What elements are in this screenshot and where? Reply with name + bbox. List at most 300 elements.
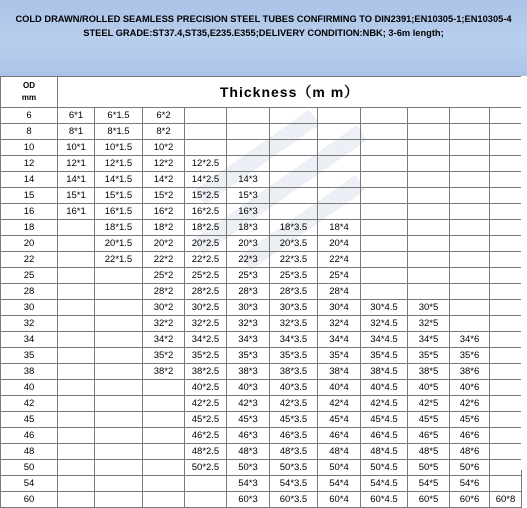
size-cell [143, 492, 185, 508]
size-cell [270, 140, 318, 156]
size-cell: 16*1 [58, 204, 95, 220]
size-cell [450, 124, 490, 140]
size-cell: 20*2.5 [185, 236, 227, 252]
size-cell: 46*4.5 [361, 428, 408, 444]
size-cell [450, 140, 490, 156]
size-cell [58, 476, 95, 492]
od-cell: 38 [1, 364, 58, 380]
size-cell: 38*4.5 [361, 364, 408, 380]
size-cell [361, 188, 408, 204]
size-cell [408, 284, 450, 300]
od-cell: 32 [1, 316, 58, 332]
size-cell: 38*3.5 [270, 364, 318, 380]
size-cell: 8*1 [58, 124, 95, 140]
size-cell: 34*6 [450, 332, 490, 348]
od-cell: 28 [1, 284, 58, 300]
od-cell: 6 [1, 108, 58, 124]
table-row [1, 348, 522, 364]
size-cell: 60*6 [450, 492, 490, 508]
size-cell: 32*4 [318, 316, 361, 332]
size-cell: 30*3.5 [270, 300, 318, 316]
size-cell [408, 156, 450, 172]
size-cell [58, 460, 95, 476]
size-cell: 54*4.5 [361, 476, 408, 492]
size-cell: 30*4.5 [361, 300, 408, 316]
size-cell: 18*2.5 [185, 220, 227, 236]
size-cell: 50*2.5 [185, 460, 227, 476]
od-cell: 22 [1, 252, 58, 268]
size-cell: 35*5 [408, 348, 450, 364]
size-cell [270, 108, 318, 124]
od-cell: 45 [1, 412, 58, 428]
size-cell: 16*3 [227, 204, 270, 220]
size-cell: 6*2 [143, 108, 185, 124]
size-cell: 8*1.5 [95, 124, 143, 140]
size-cell: 22*1.5 [95, 252, 143, 268]
size-cell: 38*2.5 [185, 364, 227, 380]
od-cell: 8 [1, 124, 58, 140]
size-cell: 60*4.5 [361, 492, 408, 508]
size-cell [408, 204, 450, 220]
size-cell: 34*5 [408, 332, 450, 348]
size-cell: 34*4 [318, 332, 361, 348]
table-row [1, 316, 522, 332]
table-row [1, 140, 522, 156]
size-cell [95, 492, 143, 508]
size-cell: 18*4 [318, 220, 361, 236]
table-row [1, 428, 522, 444]
size-cell: 42*3 [227, 396, 270, 412]
size-cell [490, 396, 522, 412]
size-cell [450, 284, 490, 300]
size-cell: 15*3 [227, 188, 270, 204]
size-cell [95, 460, 143, 476]
size-cell: 15*2 [143, 188, 185, 204]
size-cell [490, 316, 522, 332]
od-cell: 40 [1, 380, 58, 396]
size-cell: 60*4 [318, 492, 361, 508]
size-cell: 54*3 [227, 476, 270, 492]
od-unit: mm [21, 93, 37, 102]
size-cell [58, 236, 95, 252]
size-cell: 60*3 [227, 492, 270, 508]
size-cell: 28*2.5 [185, 284, 227, 300]
size-cell [361, 140, 408, 156]
size-cell [490, 412, 522, 428]
size-cell: 20*1.5 [95, 236, 143, 252]
size-cell: 42*4 [318, 396, 361, 412]
size-cell [408, 236, 450, 252]
od-cell: 46 [1, 428, 58, 444]
size-cell: 18*3.5 [270, 220, 318, 236]
size-cell: 25*3.5 [270, 268, 318, 284]
size-cell: 35*3.5 [270, 348, 318, 364]
size-cell [95, 300, 143, 316]
size-cell: 54*4 [318, 476, 361, 492]
size-cell [490, 268, 522, 284]
size-cell [58, 268, 95, 284]
size-cell [227, 156, 270, 172]
size-cell [408, 268, 450, 284]
size-cell: 18*1.5 [95, 220, 143, 236]
size-cell [185, 492, 227, 508]
size-cell: 16*1.5 [95, 204, 143, 220]
size-cell: 50*6 [450, 460, 490, 476]
size-cell [58, 220, 95, 236]
size-cell: 32*4.5 [361, 316, 408, 332]
size-cell: 20*3 [227, 236, 270, 252]
size-cell: 45*2.5 [185, 412, 227, 428]
size-cell [450, 204, 490, 220]
size-cell: 14*3 [227, 172, 270, 188]
size-cell [450, 108, 490, 124]
size-cell: 14*1.5 [95, 172, 143, 188]
size-cell [95, 348, 143, 364]
size-cell: 45*3.5 [270, 412, 318, 428]
size-cell [361, 124, 408, 140]
size-cell: 18*3 [227, 220, 270, 236]
size-cell [450, 172, 490, 188]
size-cell: 42*3.5 [270, 396, 318, 412]
size-cell [490, 428, 522, 444]
od-cell: 54 [1, 476, 58, 492]
size-cell: 34*3.5 [270, 332, 318, 348]
size-cell [58, 316, 95, 332]
size-cell [490, 172, 522, 188]
size-cell: 10*1 [58, 140, 95, 156]
size-cell [318, 140, 361, 156]
size-cell [58, 396, 95, 412]
header-banner [0, 0, 527, 77]
size-cell: 48*2.5 [185, 444, 227, 460]
size-cell: 38*6 [450, 364, 490, 380]
size-cell: 60*3.5 [270, 492, 318, 508]
size-cell [361, 220, 408, 236]
size-cell: 54*3.5 [270, 476, 318, 492]
size-cell [361, 108, 408, 124]
size-cell [490, 124, 522, 140]
size-cell: 50*4.5 [361, 460, 408, 476]
size-cell [490, 332, 522, 348]
size-cell: 10*1.5 [95, 140, 143, 156]
size-cell: 35*2.5 [185, 348, 227, 364]
od-label: OD [23, 81, 35, 90]
size-cell: 38*4 [318, 364, 361, 380]
size-cell [450, 316, 490, 332]
size-cell [95, 444, 143, 460]
size-cell: 40*2.5 [185, 380, 227, 396]
od-cell: 34 [1, 332, 58, 348]
size-cell [58, 412, 95, 428]
size-cell: 12*1 [58, 156, 95, 172]
size-cell: 42*4.5 [361, 396, 408, 412]
size-cell: 45*4 [318, 412, 361, 428]
size-cell [490, 460, 522, 476]
table-row [1, 380, 522, 396]
size-cell: 48*4.5 [361, 444, 408, 460]
size-cell [58, 380, 95, 396]
size-cell [361, 204, 408, 220]
size-cell [450, 300, 490, 316]
size-cell: 50*3.5 [270, 460, 318, 476]
size-cell [408, 172, 450, 188]
size-cell [318, 156, 361, 172]
table-row [1, 236, 522, 252]
size-cell: 50*3 [227, 460, 270, 476]
size-cell: 35*6 [450, 348, 490, 364]
size-cell: 15*1 [58, 188, 95, 204]
size-cell: 15*1.5 [95, 188, 143, 204]
size-cell [58, 252, 95, 268]
size-cell: 34*2.5 [185, 332, 227, 348]
size-cell: 30*4 [318, 300, 361, 316]
size-cell: 30*2 [143, 300, 185, 316]
od-cell: 15 [1, 188, 58, 204]
size-cell [270, 172, 318, 188]
size-cell [95, 284, 143, 300]
size-cell: 38*5 [408, 364, 450, 380]
size-cell [143, 428, 185, 444]
od-cell: 30 [1, 300, 58, 316]
size-cell: 25*2.5 [185, 268, 227, 284]
table-row [1, 156, 522, 172]
size-cell: 48*6 [450, 444, 490, 460]
od-cell: 60 [1, 492, 58, 508]
od-cell: 12 [1, 156, 58, 172]
size-cell [490, 444, 522, 460]
od-cell: 18 [1, 220, 58, 236]
size-cell [270, 124, 318, 140]
table-body [1, 108, 522, 508]
size-cell [490, 108, 522, 124]
od-cell: 16 [1, 204, 58, 220]
size-cell: 34*4.5 [361, 332, 408, 348]
size-cell [450, 268, 490, 284]
size-cell: 40*3 [227, 380, 270, 396]
size-cell: 30*2.5 [185, 300, 227, 316]
size-cell: 48*3 [227, 444, 270, 460]
size-cell [95, 476, 143, 492]
size-cell [95, 364, 143, 380]
size-cell: 10*2 [143, 140, 185, 156]
od-cell: 35 [1, 348, 58, 364]
size-cell: 46*4 [318, 428, 361, 444]
size-cell: 34*2 [143, 332, 185, 348]
size-cell: 22*2.5 [185, 252, 227, 268]
od-cell: 10 [1, 140, 58, 156]
size-cell: 28*3.5 [270, 284, 318, 300]
table-header-row [1, 77, 522, 108]
size-cell: 32*2.5 [185, 316, 227, 332]
table-row [1, 108, 522, 124]
od-cell: 20 [1, 236, 58, 252]
table-row [1, 460, 522, 476]
size-cell: 14*2.5 [185, 172, 227, 188]
size-cell: 42*2.5 [185, 396, 227, 412]
table-row [1, 444, 522, 460]
size-cell: 40*5 [408, 380, 450, 396]
size-cell [361, 252, 408, 268]
size-cell: 40*4 [318, 380, 361, 396]
size-cell [58, 300, 95, 316]
size-cell [318, 124, 361, 140]
size-cell [490, 156, 522, 172]
size-cell [450, 252, 490, 268]
size-cell: 16*2 [143, 204, 185, 220]
size-cell: 46*5 [408, 428, 450, 444]
size-cell: 32*3.5 [270, 316, 318, 332]
size-cell: 34*3 [227, 332, 270, 348]
size-cell: 22*2 [143, 252, 185, 268]
size-cell: 30*5 [408, 300, 450, 316]
size-cell: 48*4 [318, 444, 361, 460]
size-cell: 28*3 [227, 284, 270, 300]
size-cell [143, 412, 185, 428]
size-cell [95, 396, 143, 412]
size-cell: 45*6 [450, 412, 490, 428]
size-cell [361, 236, 408, 252]
size-cell [490, 140, 522, 156]
size-cell: 25*2 [143, 268, 185, 284]
size-cell [227, 124, 270, 140]
size-cell: 20*3.5 [270, 236, 318, 252]
table-row [1, 476, 522, 492]
size-cell: 50*5 [408, 460, 450, 476]
table-row [1, 172, 522, 188]
size-cell: 40*6 [450, 380, 490, 396]
size-cell [95, 428, 143, 444]
size-cell: 35*4.5 [361, 348, 408, 364]
size-cell [408, 252, 450, 268]
size-cell: 15*2.5 [185, 188, 227, 204]
size-cell [185, 124, 227, 140]
size-cell [408, 108, 450, 124]
table-row [1, 284, 522, 300]
size-cell [143, 444, 185, 460]
size-cell: 60*5 [408, 492, 450, 508]
table-row [1, 332, 522, 348]
table-row [1, 188, 522, 204]
size-cell: 38*2 [143, 364, 185, 380]
size-cell [185, 140, 227, 156]
size-cell: 46*6 [450, 428, 490, 444]
size-cell [185, 108, 227, 124]
size-cell [58, 348, 95, 364]
table-row [1, 396, 522, 412]
size-cell [490, 284, 522, 300]
size-cell: 42*6 [450, 396, 490, 412]
size-cell: 60*8 [490, 492, 522, 508]
size-cell [408, 124, 450, 140]
size-cell [95, 316, 143, 332]
table-row [1, 204, 522, 220]
size-cell [95, 412, 143, 428]
size-cell [408, 140, 450, 156]
size-cell [58, 332, 95, 348]
od-cell: 25 [1, 268, 58, 284]
size-cell [58, 428, 95, 444]
od-cell: 42 [1, 396, 58, 412]
od-header [1, 77, 58, 108]
size-cell [490, 204, 522, 220]
size-cell [143, 460, 185, 476]
size-cell [227, 140, 270, 156]
table-row [1, 300, 522, 316]
size-cell: 28*4 [318, 284, 361, 300]
tube-size-table [0, 76, 522, 508]
size-cell: 32*2 [143, 316, 185, 332]
size-cell [58, 364, 95, 380]
thickness-header: Thickness（m m） [58, 77, 522, 108]
size-cell [490, 380, 522, 396]
size-cell [318, 188, 361, 204]
size-cell [143, 380, 185, 396]
size-cell [361, 156, 408, 172]
size-cell: 48*5 [408, 444, 450, 460]
size-cell: 6*1.5 [95, 108, 143, 124]
size-cell: 35*4 [318, 348, 361, 364]
size-cell: 20*4 [318, 236, 361, 252]
size-cell [318, 204, 361, 220]
size-cell [490, 300, 522, 316]
size-cell: 22*4 [318, 252, 361, 268]
table-row [1, 412, 522, 428]
size-cell: 48*3.5 [270, 444, 318, 460]
size-cell [361, 268, 408, 284]
size-cell [185, 476, 227, 492]
size-cell: 16*2.5 [185, 204, 227, 220]
size-cell: 20*2 [143, 236, 185, 252]
size-cell: 22*3.5 [270, 252, 318, 268]
size-cell: 46*3.5 [270, 428, 318, 444]
size-cell [450, 156, 490, 172]
od-cell: 50 [1, 460, 58, 476]
size-cell [490, 476, 522, 492]
size-cell: 45*3 [227, 412, 270, 428]
size-cell: 32*5 [408, 316, 450, 332]
size-cell: 14*1 [58, 172, 95, 188]
size-cell: 40*4.5 [361, 380, 408, 396]
size-cell [95, 268, 143, 284]
header-standards-line: COLD DRAWN/ROLLED SEAMLESS PRECISION STEEL TUBES CONFIRMING TO DIN2391;EN10305-1;EN10305-4 [15, 14, 512, 24]
size-cell: 45*5 [408, 412, 450, 428]
size-cell [143, 476, 185, 492]
size-cell: 45*4.5 [361, 412, 408, 428]
size-cell: 18*2 [143, 220, 185, 236]
size-cell [490, 348, 522, 364]
size-cell [318, 172, 361, 188]
size-cell: 46*3 [227, 428, 270, 444]
size-cell [490, 364, 522, 380]
size-cell [270, 156, 318, 172]
size-cell: 32*3 [227, 316, 270, 332]
size-cell: 8*2 [143, 124, 185, 140]
size-cell [490, 252, 522, 268]
table-row [1, 252, 522, 268]
size-cell [95, 332, 143, 348]
size-cell [58, 492, 95, 508]
size-cell: 35*2 [143, 348, 185, 364]
table-row [1, 220, 522, 236]
size-cell: 35*3 [227, 348, 270, 364]
size-cell: 12*1.5 [95, 156, 143, 172]
size-cell: 54*5 [408, 476, 450, 492]
size-cell [58, 444, 95, 460]
od-cell: 48 [1, 444, 58, 460]
size-cell: 12*2 [143, 156, 185, 172]
size-cell: 22*3 [227, 252, 270, 268]
right-margin [521, 76, 527, 470]
